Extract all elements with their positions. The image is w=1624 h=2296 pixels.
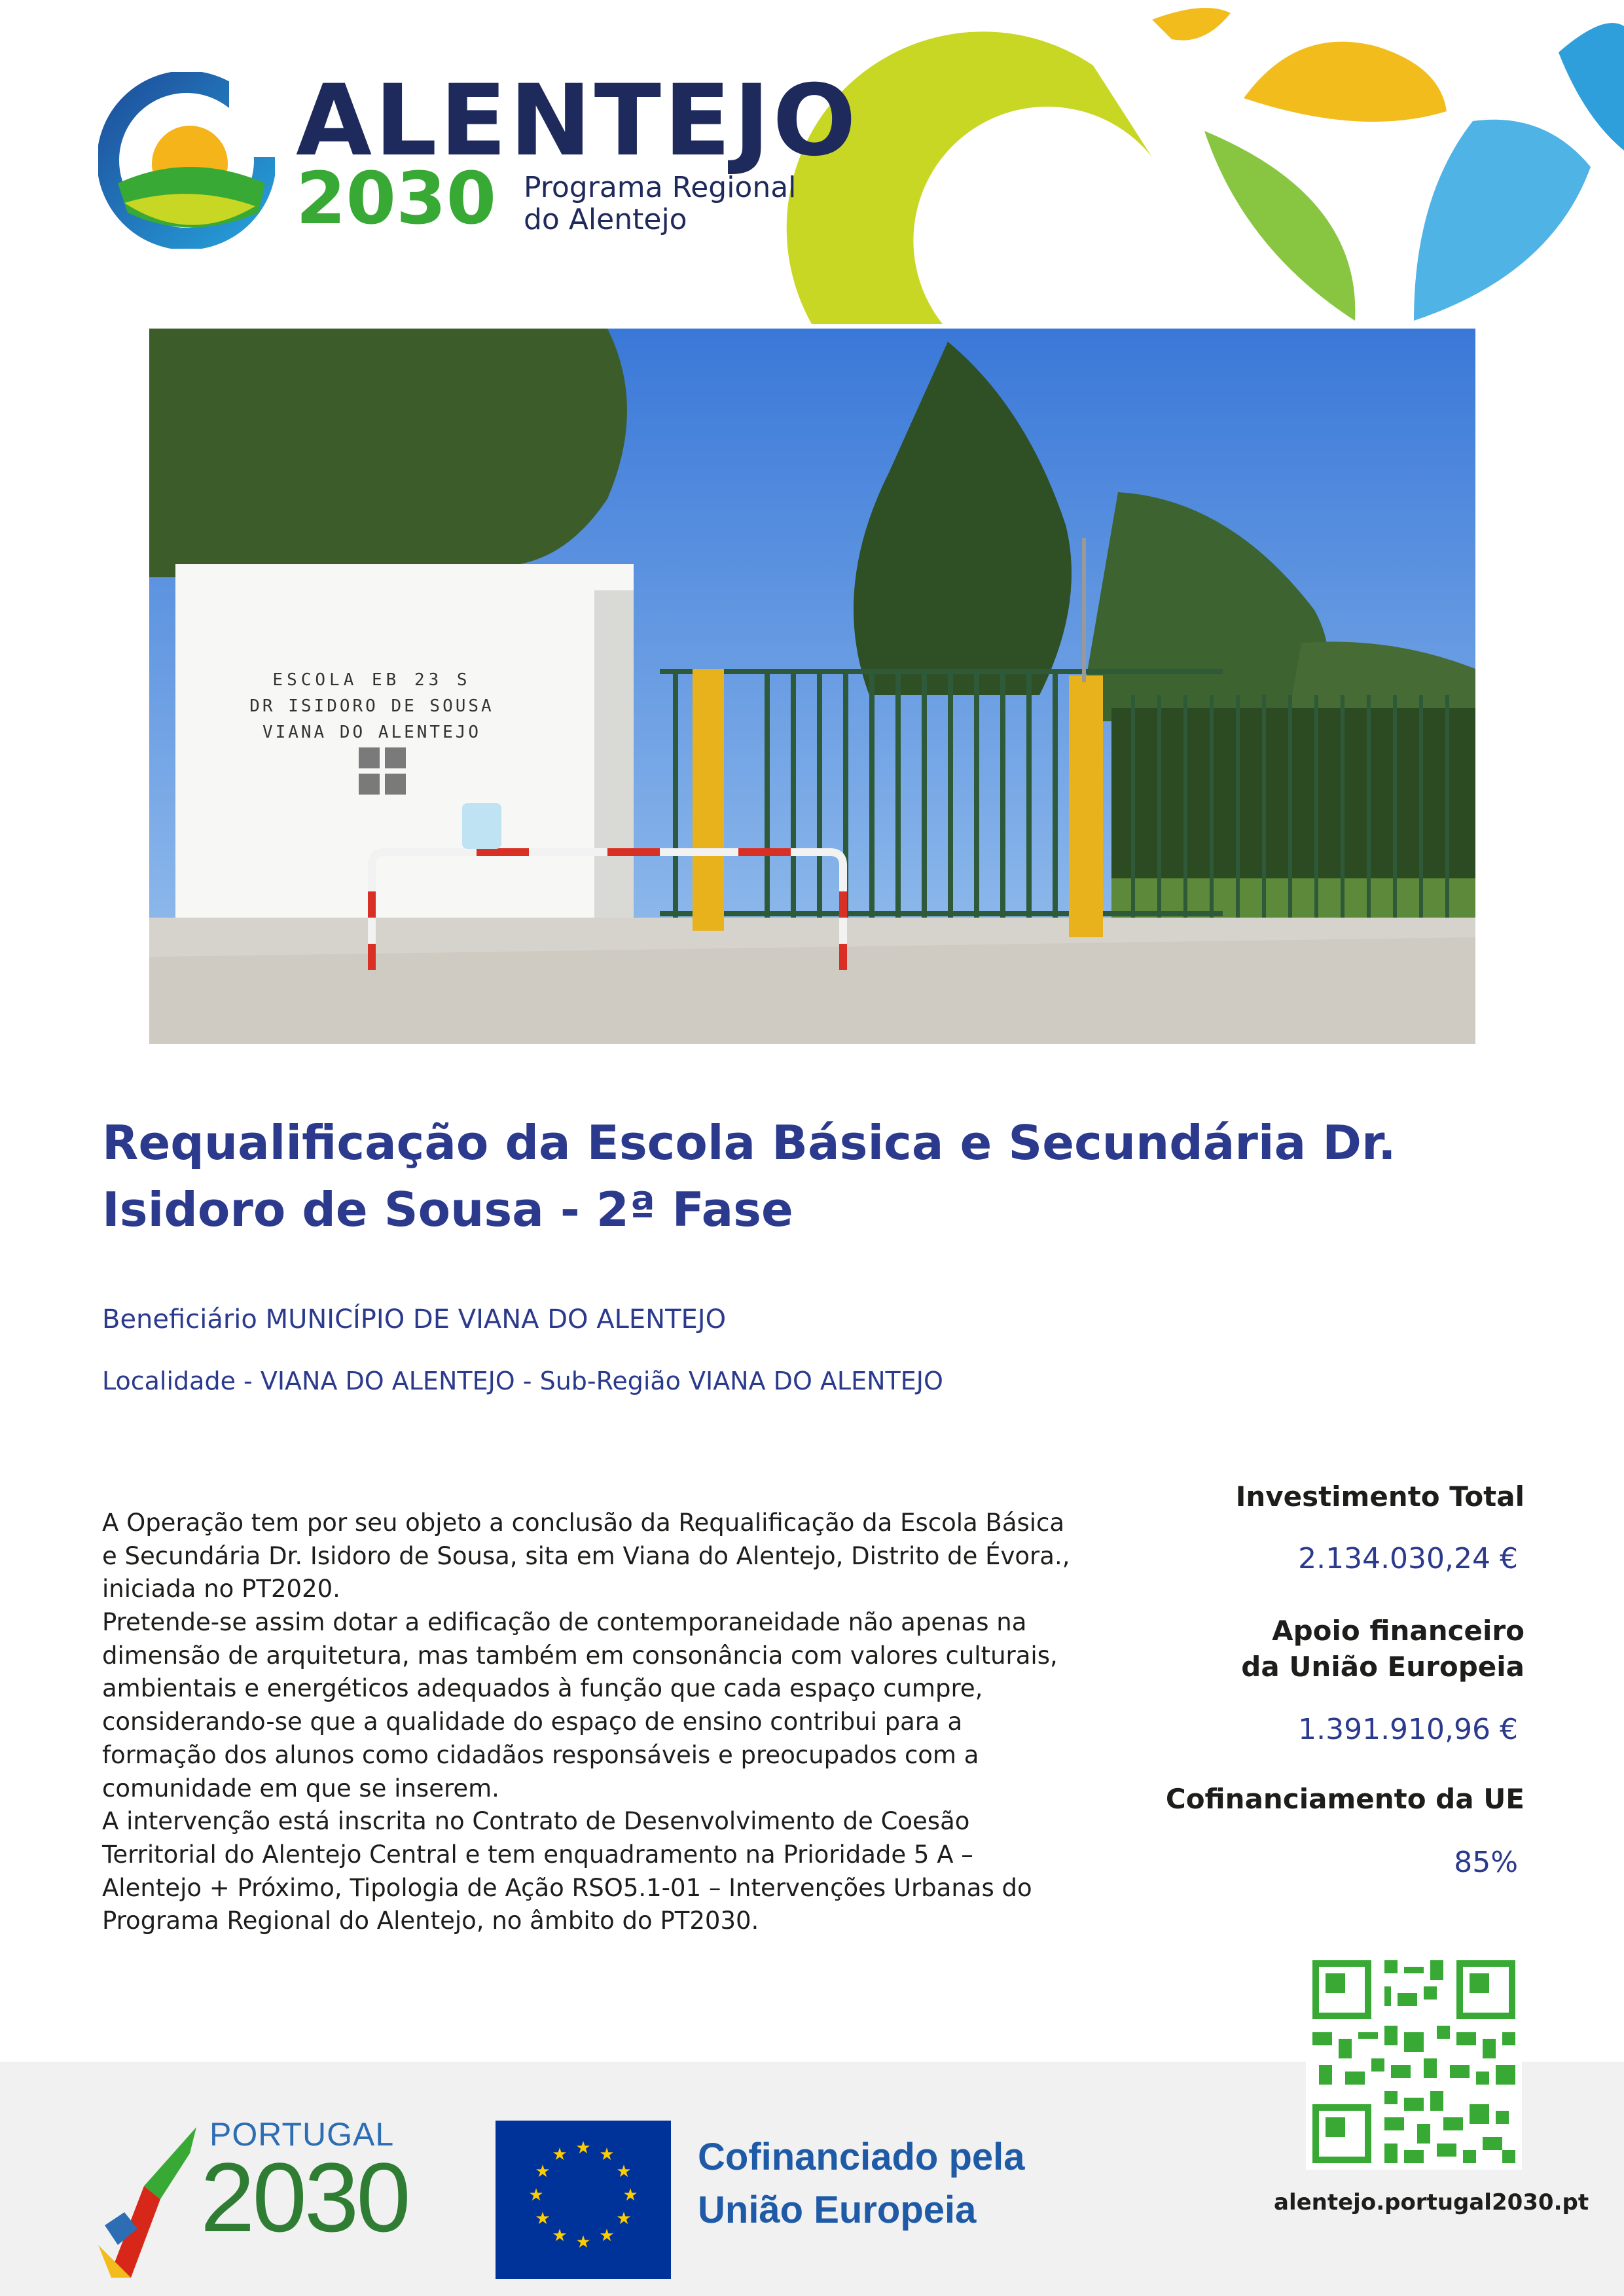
support-label-line2: da União Europeia: [1241, 1650, 1525, 1683]
cofinancing-value: 85%: [1454, 1846, 1518, 1879]
school-entrance-photo: [149, 329, 1475, 1044]
brand-subtitle-line2: do Alentejo: [524, 203, 687, 237]
svg-text:★: ★: [528, 2185, 544, 2205]
yellow-leaf: [1244, 42, 1447, 122]
alentejo-logo-icon: [98, 72, 275, 249]
support-label-line1: Apoio financeiro: [1272, 1615, 1525, 1647]
svg-text:★: ★: [599, 2145, 615, 2164]
brand-name: ALENTEJO: [296, 64, 859, 178]
brand-year: 2030: [296, 156, 497, 240]
beneficiary-text: Beneficiário MUNICÍPIO DE VIANA DO ALENTEJO: [102, 1304, 727, 1335]
support-value: 1.391.910,96 €: [1298, 1713, 1518, 1746]
svg-text:★: ★: [535, 2209, 550, 2229]
lime-dot: [1152, 8, 1231, 41]
svg-text:★: ★: [552, 2145, 568, 2164]
cofinancing-label: Cofinanciamento da UE: [1165, 1783, 1525, 1815]
svg-text:★: ★: [575, 2138, 591, 2158]
school-sign-line2: DR ISIDORO DE SOUSA: [249, 696, 494, 716]
portugal-2030-logo-icon: [98, 2114, 200, 2278]
description-paragraph-2: Pretende-se assim dotar a edificação de contemporaneidade não apenas na dimensão de arquitetura, mas também em consonância com valores culturais, ambientais e energéticos adequados à função que cada espaço cumpre, considerando-se que a qualidade do espaço de ensino contribui para a formação dos alunos como cidadãos responsáveis e preocupados com a comunidade em que se inserem.: [102, 1608, 1058, 1803]
portugal-word: PORTUGAL: [209, 2116, 395, 2153]
brand-subtitle-line1: Programa Regional: [524, 171, 797, 204]
website-link[interactable]: alentejo.portugal2030.pt: [1274, 2189, 1589, 2215]
svg-text:★: ★: [623, 2185, 638, 2205]
investment-label: Investimento Total: [1235, 1480, 1525, 1513]
eu-flag-icon: [496, 2121, 671, 2279]
school-sign-line3: VIANA DO ALENTEJO: [262, 723, 482, 742]
svg-text:★: ★: [535, 2162, 550, 2181]
project-description: [102, 1507, 1071, 1938]
locality-text: Localidade - VIANA DO ALENTEJO - Sub-Região VIANA DO ALENTEJO: [102, 1367, 943, 1395]
eu-text-line1: Cofinanciado pela: [698, 2136, 1025, 2178]
svg-text:★: ★: [575, 2233, 591, 2252]
portugal-year: 2030: [200, 2142, 408, 2252]
school-sign-line1: ESCOLA EB 23 S: [272, 670, 471, 690]
support-label: [1241, 1613, 1525, 1685]
sky-leaf: [1414, 120, 1591, 321]
eu-cofinancing-text: [698, 2130, 1025, 2236]
qr-code-icon[interactable]: [1306, 1954, 1522, 2170]
svg-text:★: ★: [616, 2209, 632, 2229]
svg-text:★: ★: [616, 2162, 632, 2181]
project-title: Requalificação da Escola Básica e Secundária Dr. Isidoro de Sousa - 2ª Fase: [102, 1115, 1396, 1238]
description-paragraph-3: A intervenção está inscrita no Contrato de Desenvolvimento de Coesão Territorial do Alentejo Central e tem enquadramento na Prioridade 5 A – Alentejo + Próximo, Tipologia de Ação RSO5.1-01 – Intervenções Urbanas do Programa Regional do Alentejo, no âmbito do PT2030.: [102, 1807, 1032, 1935]
brand-subtitle: [524, 171, 796, 236]
green-leaf: [1204, 131, 1355, 321]
investment-value: 2.134.030,24 €: [1298, 1542, 1518, 1575]
eu-text-line2: União Europeia: [698, 2189, 977, 2232]
decorative-shapes: [785, 0, 1624, 327]
sky-corner: [1559, 23, 1624, 151]
description-paragraph-1: A Operação tem por seu objeto a conclusão da Requalificação da Escola Básica e Secundária Dr. Isidoro de Sousa, sita em Viana do Alentejo, Distrito de Évora., iniciada no PT2020.: [102, 1509, 1070, 1604]
svg-text:★: ★: [599, 2226, 615, 2246]
svg-text:★: ★: [552, 2226, 568, 2246]
